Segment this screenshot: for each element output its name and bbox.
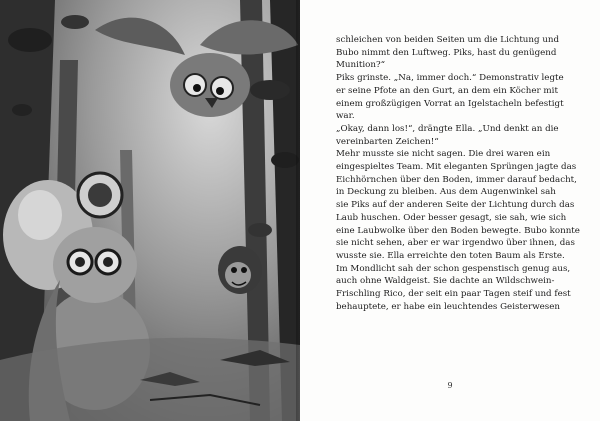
text-line: sie Piks auf der anderen Seite der Lichtung durch das	[336, 200, 575, 211]
text-line: Eichhörnchen über den Boden, immer darauf bedacht,	[336, 174, 577, 185]
text-line: Bubo nimmt den Luftweg. Piks, hast du genügend	[336, 47, 557, 58]
text-line: sie nicht sehen, aber er war irgendwo über ihnen, das	[336, 238, 575, 249]
text-line: „Okay, dann los!“, drängte Ella. „Und denkt an die	[336, 123, 559, 134]
text-line: eingespieltes Team. Mit eleganten Sprüngen jagte das	[336, 162, 577, 173]
text-line: auch ohne Waldgeist. Sie dachte an Wildschwein-	[336, 276, 555, 287]
text-line: war.	[336, 111, 355, 122]
text-line: er seine Pfote an den Gurt, an dem ein Köcher mit	[336, 85, 558, 96]
text-line: vereinbarten Zeichen!“	[336, 136, 439, 147]
text-line: Im Mondlicht sah der schon gespenstisch genug aus,	[336, 263, 571, 274]
text-line: behauptete, er habe ein leuchtendes Geisterwesen	[336, 301, 560, 312]
text-line: Laub huschen. Oder besser gesagt, sie sah, wie sich	[336, 212, 567, 223]
story-text	[336, 34, 580, 313]
text-line: Mehr musste sie nicht sagen. Die drei waren ein	[336, 149, 551, 160]
text-page	[300, 0, 600, 421]
text-line: in Deckung zu bleiben. Aus dem Augenwinkel sah	[336, 187, 556, 198]
text-line: schleichen von beiden Seiten um die Lichtung und	[336, 35, 560, 45]
text-line: Piks grinste. „Na, immer doch.“ Demonstrativ legte	[336, 73, 564, 84]
text-line: wusste sie. Ella erreichte den toten Baum als Erste.	[336, 250, 565, 261]
text-line: eine Laubwolke über den Boden bewegte. Bubo konnte	[336, 225, 580, 236]
text-line: Frischling Rico, der seit ein paar Tagen steif und fest	[336, 289, 571, 300]
text-line: einem großzügigen Vorrat an Igelstacheln befestigt	[336, 98, 564, 109]
text-line: Munition?“	[336, 60, 386, 71]
page-number: 9	[447, 381, 453, 390]
